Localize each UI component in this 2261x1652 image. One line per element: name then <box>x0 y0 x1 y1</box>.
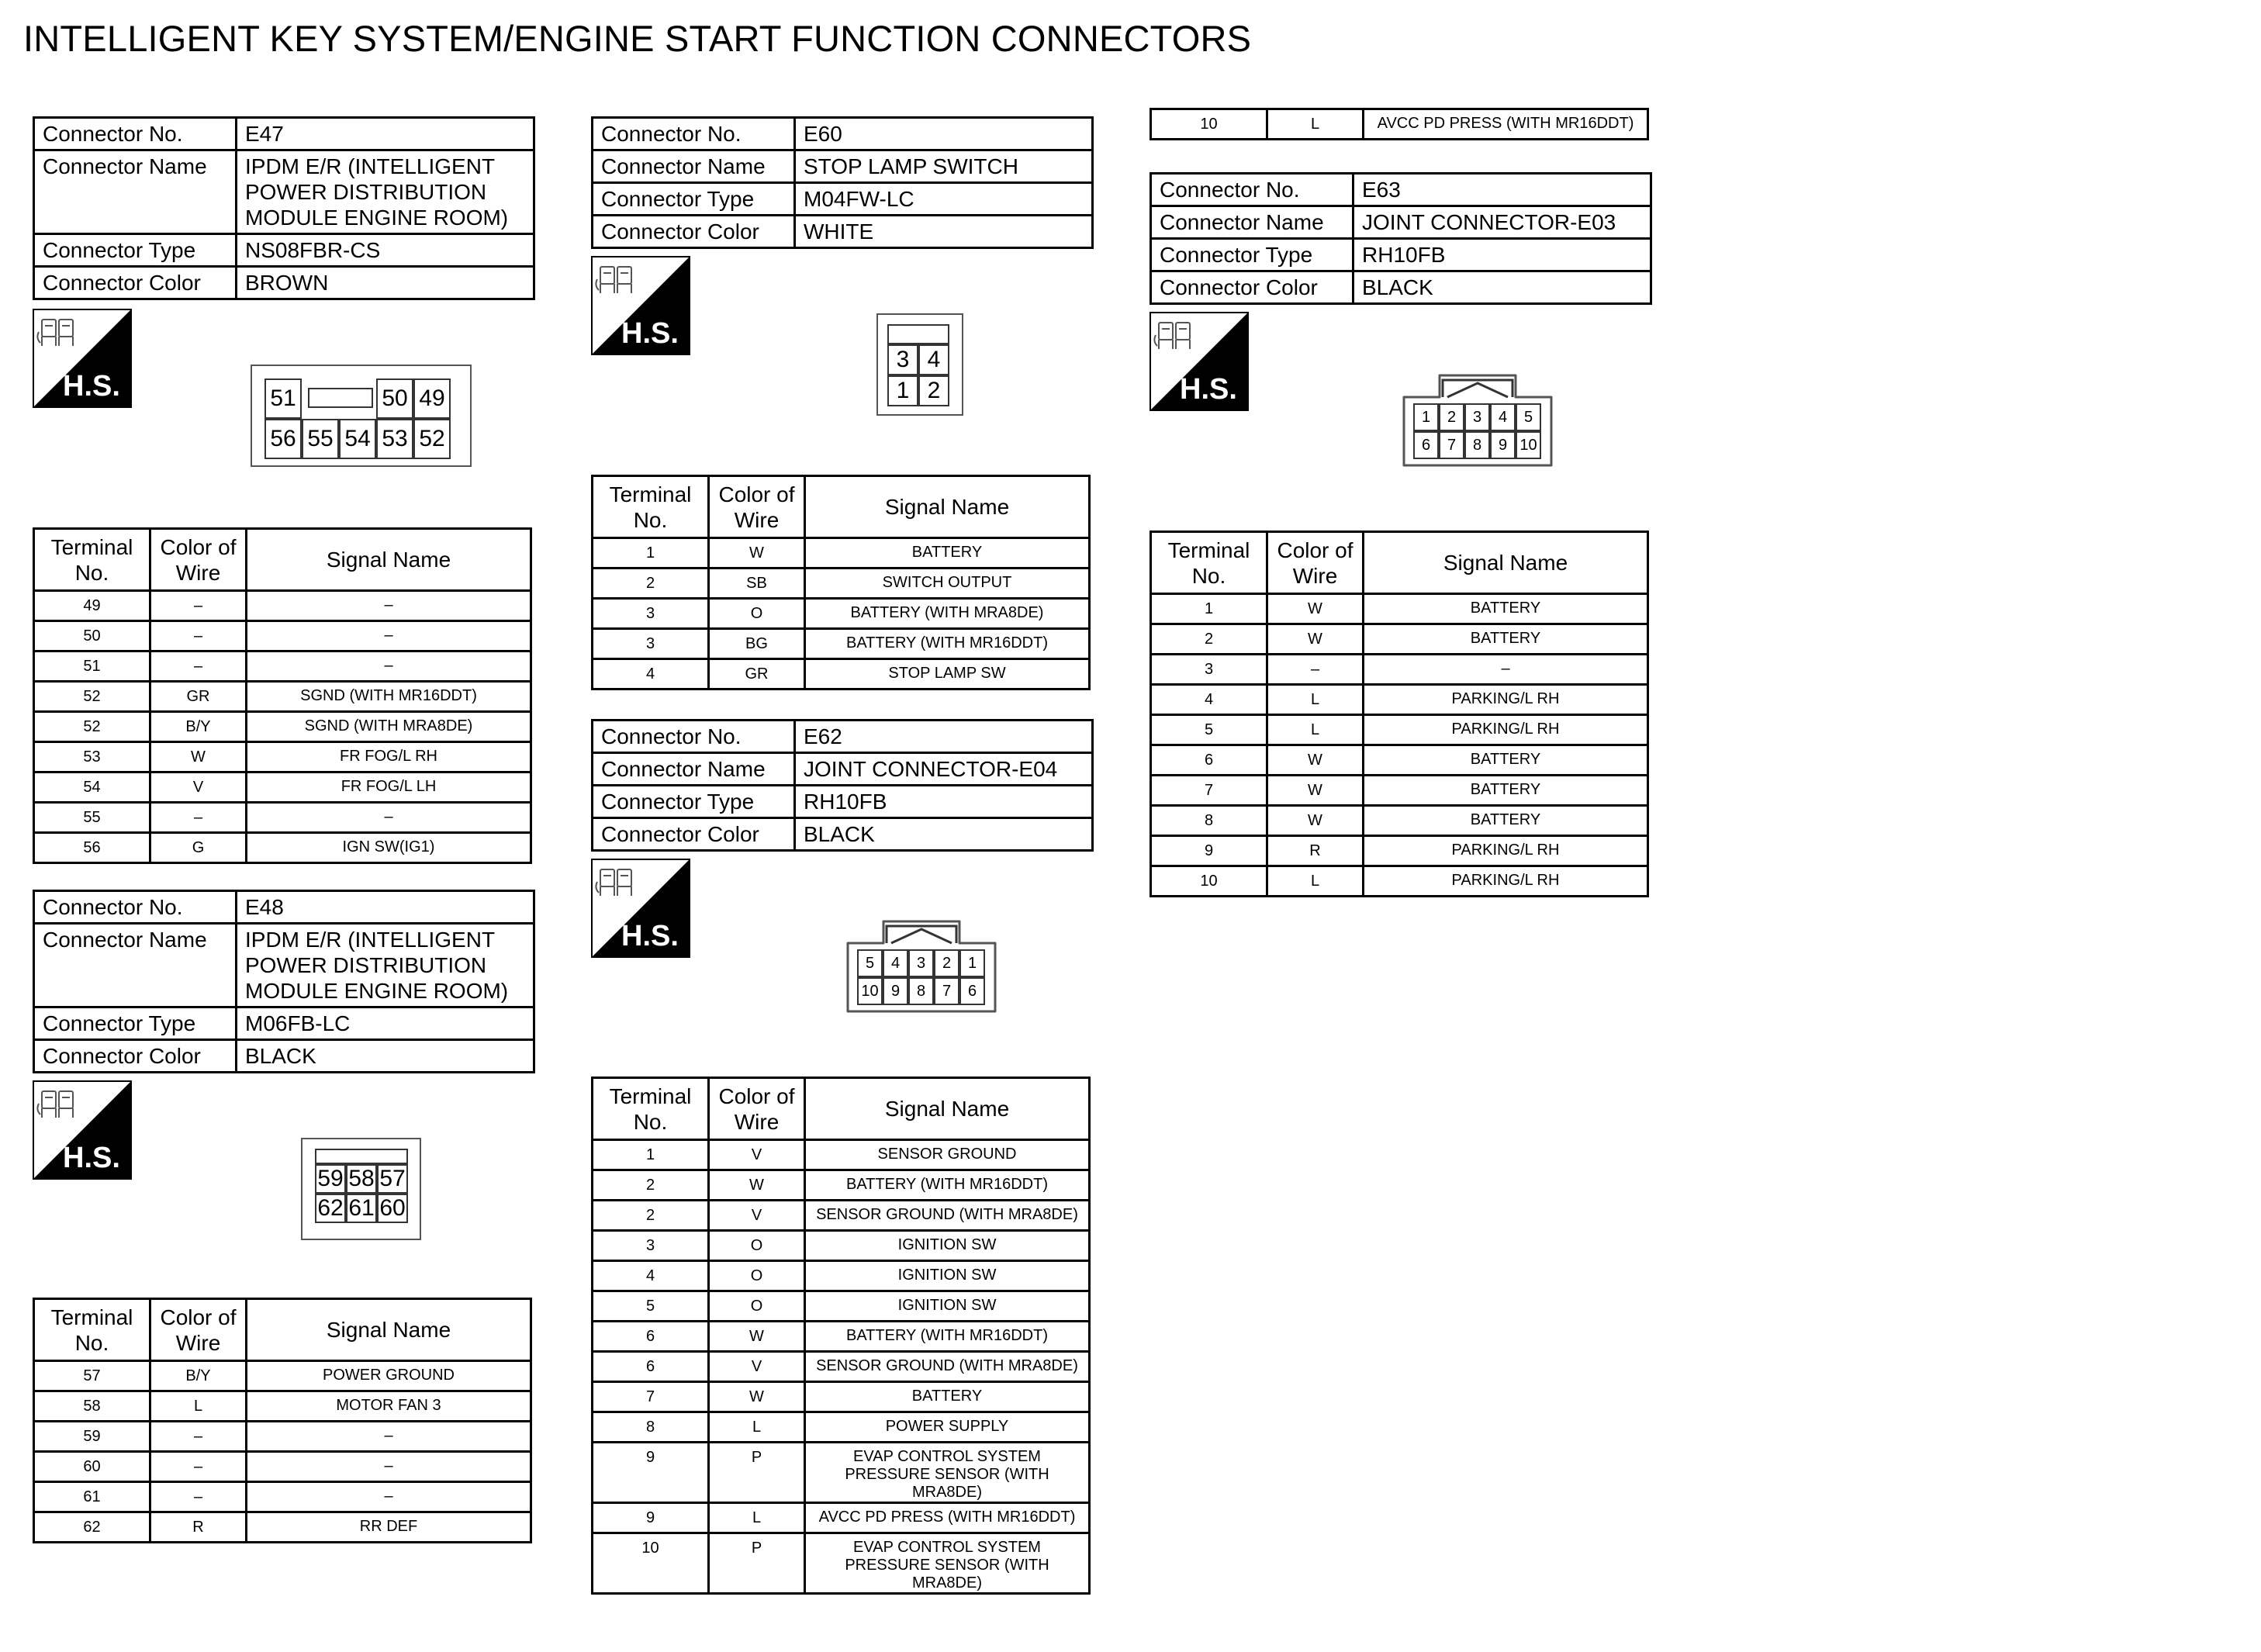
connector-pin: 2 <box>1439 403 1464 431</box>
connector-pin: 6 <box>959 977 985 1005</box>
wire-color: V <box>709 1352 805 1382</box>
terminal-no-header: Terminal No. <box>34 529 150 591</box>
connector-color-value: BROWN <box>237 267 534 299</box>
connector-pin: 4 <box>1490 403 1516 431</box>
table-row <box>1151 715 1648 745</box>
connector-no-value: E48 <box>237 891 534 924</box>
table-row <box>1151 685 1648 715</box>
table-row <box>593 1533 1090 1594</box>
terminal-table-e47 <box>33 527 532 864</box>
connector-name-label: Connector Name <box>593 753 795 786</box>
connector-pin: 54 <box>339 419 376 459</box>
table-row <box>34 1452 531 1482</box>
wire-color: – <box>150 651 247 682</box>
table-row <box>593 1382 1090 1412</box>
wire-color: W <box>709 538 805 569</box>
table-row <box>1151 806 1648 836</box>
wire-color: O <box>709 1261 805 1291</box>
connector-pin: 62 <box>315 1194 346 1223</box>
connector-name-label: Connector Name <box>34 924 237 1007</box>
signal-name: BATTERY <box>1364 776 1648 806</box>
connector-no-label: Connector No. <box>593 721 795 753</box>
connector-info-e60 <box>591 116 1094 249</box>
signal-name: PARKING/L RH <box>1364 685 1648 715</box>
signal-name: SENSOR GROUND (WITH MRA8DE) <box>805 1352 1090 1382</box>
wire-color: – <box>150 621 247 651</box>
terminal-no: 8 <box>593 1412 709 1443</box>
connector-no-label: Connector No. <box>34 118 237 150</box>
wire-color: SB <box>709 569 805 599</box>
connector-pin: 49 <box>413 378 451 419</box>
connector-lock <box>315 1149 408 1164</box>
table-row <box>593 1322 1090 1352</box>
terminal-no-header: Terminal No. <box>593 1078 709 1140</box>
terminal-no-header: Terminal No. <box>593 476 709 538</box>
signal-name-header: Signal Name <box>1364 532 1648 594</box>
connector-face-e63 <box>1396 369 1559 472</box>
connector-color-value: BLACK <box>237 1040 534 1073</box>
table-row <box>593 1412 1090 1443</box>
table-row <box>34 1361 531 1391</box>
table-row <box>34 591 531 621</box>
table-row <box>34 1391 531 1422</box>
table-row <box>34 803 531 833</box>
terminal-no: 1 <box>593 538 709 569</box>
connector-pin: 50 <box>376 378 413 419</box>
terminal-no: 8 <box>1151 806 1267 836</box>
terminal-no: 10 <box>1151 866 1267 897</box>
terminal-no: 62 <box>34 1512 150 1543</box>
terminal-no: 2 <box>593 569 709 599</box>
table-row <box>34 772 531 803</box>
signal-name: AVCC PD PRESS (WITH MR16DDT) <box>1364 109 1648 140</box>
terminal-no: 9 <box>593 1443 709 1503</box>
wire-color: W <box>709 1322 805 1352</box>
wire-color: G <box>150 833 247 863</box>
wire-color: O <box>709 1291 805 1322</box>
wire-color: P <box>709 1533 805 1594</box>
terminal-no: 5 <box>593 1291 709 1322</box>
connector-pin: 10 <box>1516 431 1541 459</box>
wire-color: W <box>1267 806 1364 836</box>
wire-color: – <box>150 1422 247 1452</box>
terminal-no-header: Terminal No. <box>1151 532 1267 594</box>
wire-color: B/Y <box>150 1361 247 1391</box>
wire-color: W <box>709 1382 805 1412</box>
hs-label: H.S. <box>621 317 679 350</box>
connector-pin: 60 <box>377 1194 408 1223</box>
hs-harness-side-icon <box>591 256 690 355</box>
color-of-wire-header: Color of Wire <box>150 1299 247 1361</box>
connector-pin: 3 <box>887 344 918 375</box>
terminal-no: 4 <box>1151 685 1267 715</box>
wire-color: BG <box>709 629 805 659</box>
signal-name: – <box>247 1422 531 1452</box>
terminal-no: 4 <box>593 1261 709 1291</box>
terminal-no: 61 <box>34 1482 150 1512</box>
table-row <box>1151 866 1648 897</box>
signal-name: POWER SUPPLY <box>805 1412 1090 1443</box>
wire-color: P <box>709 1443 805 1503</box>
terminal-no: 1 <box>1151 594 1267 624</box>
connector-color-label: Connector Color <box>34 1040 237 1073</box>
wire-color: W <box>150 742 247 772</box>
hs-harness-side-icon <box>33 1080 132 1180</box>
terminal-no: 6 <box>593 1322 709 1352</box>
color-of-wire-header: Color of Wire <box>709 1078 805 1140</box>
wire-color: – <box>150 591 247 621</box>
terminal-no: 60 <box>34 1452 150 1482</box>
connector-no-value: E47 <box>237 118 534 150</box>
signal-name: BATTERY <box>805 1382 1090 1412</box>
connector-type-value: M06FB-LC <box>237 1007 534 1040</box>
wire-color: W <box>709 1170 805 1201</box>
wire-color: L <box>150 1391 247 1422</box>
table-row <box>593 599 1090 629</box>
terminal-table-e62-continued <box>1150 108 1649 140</box>
connector-pin: 52 <box>413 419 451 459</box>
connector-no-value: E62 <box>795 721 1093 753</box>
connector-pin: 1 <box>1413 403 1439 431</box>
connector-no-label: Connector No. <box>1151 174 1353 206</box>
terminal-no: 53 <box>34 742 150 772</box>
hs-label: H.S. <box>621 920 679 952</box>
table-row <box>34 742 531 772</box>
connector-pin: 4 <box>918 344 949 375</box>
signal-name: BATTERY <box>805 538 1090 569</box>
connector-cavity <box>308 388 373 408</box>
table-row <box>593 1352 1090 1382</box>
connector-pin: 8 <box>1464 431 1490 459</box>
wire-color: – <box>150 803 247 833</box>
signal-name: BATTERY (WITH MR16DDT) <box>805 629 1090 659</box>
connector-color-value: BLACK <box>1353 271 1651 304</box>
signal-name: IGNITION SW <box>805 1261 1090 1291</box>
wire-color: L <box>709 1412 805 1443</box>
terminal-no: 49 <box>34 591 150 621</box>
connector-pin: 4 <box>883 949 908 977</box>
wire-color: – <box>150 1452 247 1482</box>
table-row <box>593 569 1090 599</box>
connector-name-value: JOINT CONNECTOR-E03 <box>1353 206 1651 239</box>
connector-pin: 58 <box>346 1164 377 1194</box>
table-row <box>593 1170 1090 1201</box>
signal-name: RR DEF <box>247 1512 531 1543</box>
connector-pin: 1 <box>887 375 918 406</box>
signal-name-header: Signal Name <box>247 529 531 591</box>
connector-pin: 9 <box>883 977 908 1005</box>
connector-no-label: Connector No. <box>593 118 795 150</box>
hs-label: H.S. <box>63 370 120 403</box>
connector-type-label: Connector Type <box>593 786 795 818</box>
connector-pin: 10 <box>857 977 883 1005</box>
connector-type-value: RH10FB <box>1353 239 1651 271</box>
terminal-table-e48 <box>33 1298 532 1543</box>
connector-pin: 55 <box>302 419 339 459</box>
connector-no-label: Connector No. <box>34 891 237 924</box>
signal-name: SGND (WITH MRA8DE) <box>247 712 531 742</box>
signal-name: – <box>1364 655 1648 685</box>
wire-color: L <box>1267 866 1364 897</box>
connector-no-value: E60 <box>795 118 1093 150</box>
table-row <box>34 682 531 712</box>
wire-color: W <box>1267 594 1364 624</box>
terminal-no: 2 <box>1151 624 1267 655</box>
wire-color: R <box>150 1512 247 1543</box>
wire-color: L <box>1267 109 1364 140</box>
connector-type-label: Connector Type <box>1151 239 1353 271</box>
signal-name: IGN SW(IG1) <box>247 833 531 863</box>
signal-name: BATTERY (WITH MR16DDT) <box>805 1170 1090 1201</box>
table-row <box>593 629 1090 659</box>
table-row <box>1151 836 1648 866</box>
connector-pin: 3 <box>908 949 934 977</box>
wire-color: GR <box>150 682 247 712</box>
connector-pin: 7 <box>934 977 959 1005</box>
signal-name: PARKING/L RH <box>1364 866 1648 897</box>
terminal-no: 1 <box>593 1140 709 1170</box>
connector-pin: 5 <box>1516 403 1541 431</box>
signal-name: FR FOG/L LH <box>247 772 531 803</box>
connector-name-label: Connector Name <box>593 150 795 183</box>
table-row <box>593 1261 1090 1291</box>
terminal-no: 51 <box>34 651 150 682</box>
connector-pin: 57 <box>377 1164 408 1194</box>
terminal-no: 57 <box>34 1361 150 1391</box>
signal-name: BATTERY (WITH MRA8DE) <box>805 599 1090 629</box>
signal-name: FR FOG/L RH <box>247 742 531 772</box>
connector-pin: 51 <box>264 378 302 419</box>
signal-name: BATTERY <box>1364 594 1648 624</box>
connector-face-e48 <box>301 1138 421 1239</box>
signal-name: STOP LAMP SW <box>805 659 1090 689</box>
connector-pin: 53 <box>376 419 413 459</box>
connector-info-e62 <box>591 719 1094 852</box>
connector-pin: 8 <box>908 977 934 1005</box>
signal-name: EVAP CONTROL SYSTEM PRESSURE SENSOR (WITH MRA8DE) <box>805 1533 1090 1594</box>
connector-pin: 2 <box>934 949 959 977</box>
table-row <box>1151 624 1648 655</box>
connector-type-value: NS08FBR-CS <box>237 234 534 267</box>
table-row <box>593 659 1090 689</box>
table-row <box>1151 109 1648 140</box>
table-row <box>593 1443 1090 1503</box>
connector-color-value: BLACK <box>795 818 1093 851</box>
signal-name: SENSOR GROUND (WITH MRA8DE) <box>805 1201 1090 1231</box>
connector-face-e62 <box>840 915 1003 1018</box>
table-row <box>34 621 531 651</box>
connector-type-label: Connector Type <box>34 1007 237 1040</box>
color-of-wire-header: Color of Wire <box>1267 532 1364 594</box>
signal-name: BATTERY <box>1364 806 1648 836</box>
connector-lock <box>887 324 949 344</box>
table-row <box>1151 776 1648 806</box>
table-row <box>593 1291 1090 1322</box>
table-row <box>593 538 1090 569</box>
terminal-table-e62 <box>591 1077 1091 1595</box>
wire-color: L <box>1267 685 1364 715</box>
connector-pin: 9 <box>1490 431 1516 459</box>
terminal-no: 3 <box>593 1231 709 1261</box>
connector-pin: 56 <box>264 419 302 459</box>
color-of-wire-header: Color of Wire <box>709 476 805 538</box>
terminal-no: 5 <box>1151 715 1267 745</box>
connector-name-label: Connector Name <box>1151 206 1353 239</box>
connector-info-e48 <box>33 890 535 1073</box>
table-row <box>1151 655 1648 685</box>
connector-pin: 1 <box>959 949 985 977</box>
connector-face-e47 <box>251 365 472 467</box>
terminal-no: 2 <box>593 1170 709 1201</box>
signal-name: AVCC PD PRESS (WITH MR16DDT) <box>805 1503 1090 1533</box>
table-row <box>593 1503 1090 1533</box>
table-row <box>34 712 531 742</box>
signal-name-header: Signal Name <box>805 476 1090 538</box>
table-row <box>593 1231 1090 1261</box>
signal-name: – <box>247 1482 531 1512</box>
signal-name: SGND (WITH MR16DDT) <box>247 682 531 712</box>
terminal-no: 59 <box>34 1422 150 1452</box>
terminal-no: 9 <box>593 1503 709 1533</box>
connector-type-value: RH10FB <box>795 786 1093 818</box>
wire-color: O <box>709 599 805 629</box>
table-row <box>593 1140 1090 1170</box>
terminal-no: 50 <box>34 621 150 651</box>
connector-no-value: E63 <box>1353 174 1651 206</box>
connector-info-e63 <box>1150 172 1652 305</box>
connector-info-e47 <box>33 116 535 300</box>
connector-color-label: Connector Color <box>593 216 795 248</box>
hs-harness-side-icon <box>33 309 132 408</box>
terminal-no: 6 <box>593 1352 709 1382</box>
connector-pin: 5 <box>857 949 883 977</box>
wire-color: L <box>709 1503 805 1533</box>
hs-label: H.S. <box>1180 373 1237 406</box>
terminal-no: 52 <box>34 682 150 712</box>
signal-name: BATTERY <box>1364 745 1648 776</box>
terminal-no: 7 <box>1151 776 1267 806</box>
hs-harness-side-icon <box>591 859 690 958</box>
terminal-no: 55 <box>34 803 150 833</box>
table-row <box>34 651 531 682</box>
connector-pin: 2 <box>918 375 949 406</box>
terminal-no: 4 <box>593 659 709 689</box>
wire-color: V <box>150 772 247 803</box>
signal-name: – <box>247 621 531 651</box>
table-row <box>1151 745 1648 776</box>
terminal-no: 54 <box>34 772 150 803</box>
color-of-wire-header: Color of Wire <box>150 529 247 591</box>
signal-name: IGNITION SW <box>805 1231 1090 1261</box>
connector-type-value: M04FW-LC <box>795 183 1093 216</box>
table-row <box>34 833 531 863</box>
wire-color: W <box>1267 776 1364 806</box>
wire-color: W <box>1267 624 1364 655</box>
wire-color: GR <box>709 659 805 689</box>
terminal-no-header: Terminal No. <box>34 1299 150 1361</box>
wire-color: B/Y <box>150 712 247 742</box>
terminal-table-e63 <box>1150 531 1649 897</box>
terminal-no: 2 <box>593 1201 709 1231</box>
connector-pin: 59 <box>315 1164 346 1194</box>
connector-color-label: Connector Color <box>1151 271 1353 304</box>
signal-name: PARKING/L RH <box>1364 715 1648 745</box>
connector-name-value: STOP LAMP SWITCH <box>795 150 1093 183</box>
terminal-no: 3 <box>1151 655 1267 685</box>
terminal-no: 52 <box>34 712 150 742</box>
wire-color: W <box>1267 745 1364 776</box>
terminal-no: 9 <box>1151 836 1267 866</box>
connector-pin: 7 <box>1439 431 1464 459</box>
signal-name: SWITCH OUTPUT <box>805 569 1090 599</box>
terminal-table-e60 <box>591 475 1091 690</box>
signal-name: IGNITION SW <box>805 1291 1090 1322</box>
terminal-no: 3 <box>593 629 709 659</box>
wire-color: V <box>709 1140 805 1170</box>
signal-name-header: Signal Name <box>247 1299 531 1361</box>
terminal-no: 3 <box>593 599 709 629</box>
page-title: INTELLIGENT KEY SYSTEM/ENGINE START FUNCTION CONNECTORS <box>23 18 1252 59</box>
signal-name: MOTOR FAN 3 <box>247 1391 531 1422</box>
connector-color-label: Connector Color <box>34 267 237 299</box>
table-row <box>34 1512 531 1543</box>
wire-color: O <box>709 1231 805 1261</box>
connector-name-label: Connector Name <box>34 150 237 234</box>
connector-color-value: WHITE <box>795 216 1093 248</box>
terminal-no: 56 <box>34 833 150 863</box>
signal-name: BATTERY <box>1364 624 1648 655</box>
signal-name: BATTERY (WITH MR16DDT) <box>805 1322 1090 1352</box>
connector-type-label: Connector Type <box>34 234 237 267</box>
signal-name: EVAP CONTROL SYSTEM PRESSURE SENSOR (WITH MRA8DE) <box>805 1443 1090 1503</box>
connector-type-label: Connector Type <box>593 183 795 216</box>
signal-name: – <box>247 591 531 621</box>
terminal-no: 10 <box>593 1533 709 1594</box>
wire-color: V <box>709 1201 805 1231</box>
signal-name: – <box>247 651 531 682</box>
table-row <box>34 1422 531 1452</box>
connector-face-e60 <box>876 313 963 416</box>
signal-name: – <box>247 1452 531 1482</box>
connector-pin: 61 <box>346 1194 377 1223</box>
signal-name: POWER GROUND <box>247 1361 531 1391</box>
signal-name: – <box>247 803 531 833</box>
connector-name-value: IPDM E/R (INTELLIGENT POWER DISTRIBUTION MODULE ENGINE ROOM) <box>237 150 534 234</box>
table-row <box>34 1482 531 1512</box>
signal-name: PARKING/L RH <box>1364 836 1648 866</box>
signal-name: SENSOR GROUND <box>805 1140 1090 1170</box>
wire-color: – <box>1267 655 1364 685</box>
signal-name-header: Signal Name <box>805 1078 1090 1140</box>
table-row <box>593 1201 1090 1231</box>
terminal-no: 7 <box>593 1382 709 1412</box>
terminal-no: 6 <box>1151 745 1267 776</box>
connector-name-value: JOINT CONNECTOR-E04 <box>795 753 1093 786</box>
hs-harness-side-icon <box>1150 312 1249 411</box>
terminal-no: 58 <box>34 1391 150 1422</box>
connector-pin: 6 <box>1413 431 1439 459</box>
hs-label: H.S. <box>63 1142 120 1174</box>
wire-color: – <box>150 1482 247 1512</box>
connector-color-label: Connector Color <box>593 818 795 851</box>
connector-pin: 3 <box>1464 403 1490 431</box>
connector-name-value: IPDM E/R (INTELLIGENT POWER DISTRIBUTION MODULE ENGINE ROOM) <box>237 924 534 1007</box>
table-row <box>1151 594 1648 624</box>
wire-color: R <box>1267 836 1364 866</box>
wire-color: L <box>1267 715 1364 745</box>
terminal-no: 10 <box>1151 109 1267 140</box>
